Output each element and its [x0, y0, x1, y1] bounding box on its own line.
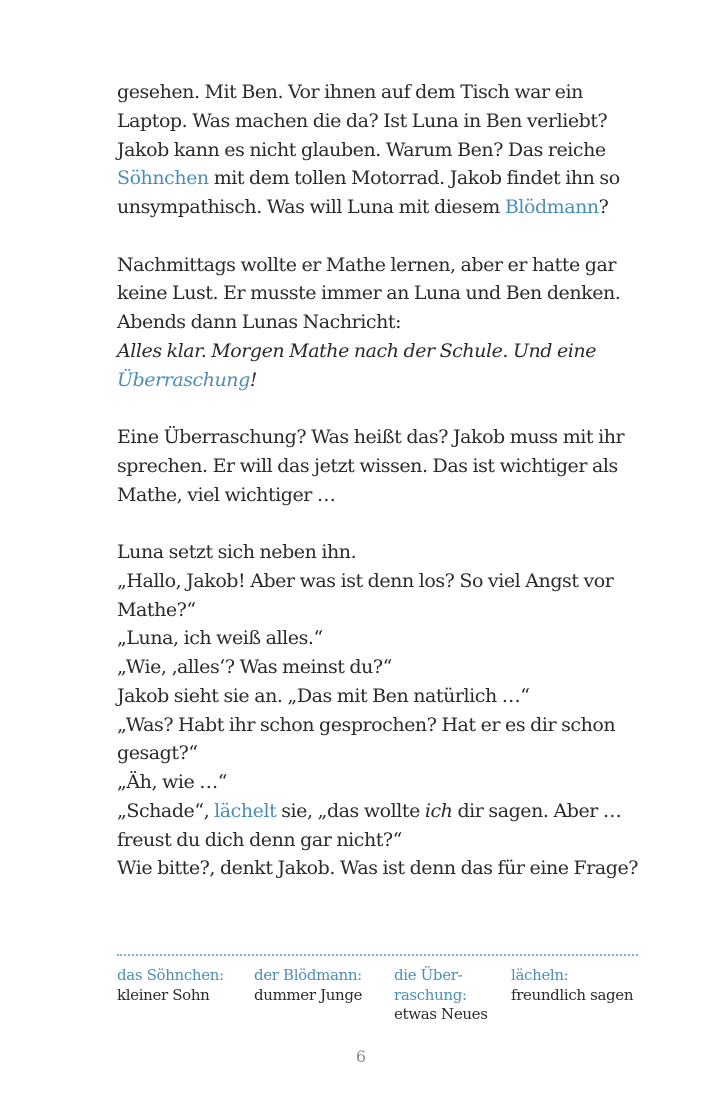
text-run: „Luna, ich weiß alles.“ — [117, 627, 323, 650]
glossary-entry-soehnchen — [117, 966, 224, 1005]
paragraph — [117, 538, 657, 883]
text-line — [117, 797, 657, 826]
glossary-term: das Söhnchen: — [117, 966, 224, 984]
glossary-word: Überraschung — [117, 368, 250, 391]
paragraph — [117, 423, 657, 509]
glossary-definition: freundlich sagen — [511, 985, 634, 1004]
paragraph — [117, 78, 657, 222]
glossary-definition: dummer Junge — [254, 985, 363, 1004]
glossary-word: Blödmann — [504, 196, 599, 218]
text-line — [117, 136, 657, 165]
text-run: ich — [424, 799, 453, 822]
text-line — [117, 739, 657, 768]
text-run: freust du dich denn gar nicht?“ — [117, 828, 402, 851]
text-run: „Äh, wie …“ — [117, 771, 228, 793]
text-line — [117, 854, 657, 883]
text-run: sie, „das wollte — [276, 799, 425, 822]
text-run: mit dem tollen Motorrad. Jakob findet ihn so — [208, 167, 620, 190]
text-run: Nachmittags wollte er Mathe lernen, aber er hatte gar — [117, 253, 617, 276]
text-run: dir sagen. Aber … — [452, 799, 622, 822]
glossary-word: Söhnchen — [117, 167, 209, 190]
text-line — [117, 107, 657, 136]
text-line — [117, 78, 657, 107]
text-run: gesagt?“ — [117, 742, 198, 765]
text-line — [117, 826, 657, 855]
text-line — [117, 423, 657, 452]
text-run: Mathe, viel wichtiger … — [117, 483, 336, 506]
glossary-entry-ueberraschung — [394, 966, 488, 1025]
text-line — [117, 653, 657, 682]
glossary-term: lächeln: — [511, 966, 569, 984]
text-run: Laptop. Was machen die da? Ist Luna in Ben verliebt? — [117, 109, 608, 132]
glossary-entry-laecheln — [511, 966, 633, 1005]
page-number: 6 — [355, 1047, 367, 1066]
glossary-definition: etwas Neues — [394, 1005, 488, 1023]
text-line — [117, 337, 657, 366]
text-run: Abends dann Lunas Nachricht: — [117, 311, 402, 333]
text-run: Jakob sieht sie an. „Das mit Ben natürlich …“ — [117, 684, 530, 707]
text-run: unsympathisch. Was will Luna mit diesem — [117, 196, 505, 218]
text-run: Jakob kann es nicht glauben. Warum Ben? Das reiche — [117, 138, 606, 161]
text-line — [117, 452, 657, 481]
story-text — [117, 78, 657, 883]
text-line — [117, 596, 657, 625]
glossary-term-continued: raschung: — [394, 985, 467, 1004]
glossary-definition: kleiner Sohn — [117, 985, 210, 1004]
text-run: ! — [249, 368, 257, 391]
glossary-term: die Über- — [394, 966, 463, 984]
glossary-divider — [117, 954, 638, 956]
glossary-entry-bloedmann — [254, 966, 362, 1005]
text-run: Luna setzt sich neben ihn. — [117, 541, 357, 563]
text-line — [117, 308, 657, 337]
text-run: „Hallo, Jakob! Aber was ist denn los? So viel Angst vor — [117, 569, 614, 592]
text-line — [117, 279, 657, 308]
text-line — [117, 481, 657, 510]
text-line — [117, 567, 657, 596]
text-run: keine Lust. Er musste immer an Luna und Ben denken. — [117, 282, 621, 305]
text-line — [117, 538, 657, 567]
text-run: Mathe?“ — [117, 598, 196, 621]
text-line — [117, 711, 657, 740]
text-run: Alles klar. Morgen Mathe nach der Schule. Und eine — [117, 339, 596, 362]
text-line — [117, 768, 657, 797]
text-line — [117, 193, 657, 222]
text-run: „Was? Habt ihr schon gesprochen? Hat er es dir schon — [117, 713, 616, 736]
text-run: gesehen. Mit Ben. Vor ihnen auf dem Tisch war ein — [117, 81, 583, 103]
text-run: ? — [598, 196, 609, 218]
glossary-term: der Blödmann: — [254, 966, 362, 984]
text-line — [117, 624, 657, 653]
text-line — [117, 164, 657, 193]
text-run: sprechen. Er will das jetzt wissen. Das ist wichtiger als — [117, 454, 618, 477]
text-line — [117, 682, 657, 711]
text-line — [117, 251, 657, 280]
text-run: „Schade“, — [117, 799, 215, 822]
glossary-word: lächelt — [214, 799, 277, 822]
text-line — [117, 366, 657, 395]
text-run: Wie bitte?, denkt Jakob. Was ist denn das für eine Frage? — [117, 857, 639, 880]
text-run: Eine Überraschung? Was heißt das? Jakob muss mit ihr — [117, 426, 625, 448]
text-run: „Wie, ‚alles‘? Was meinst du?“ — [117, 656, 392, 678]
paragraph — [117, 251, 657, 395]
